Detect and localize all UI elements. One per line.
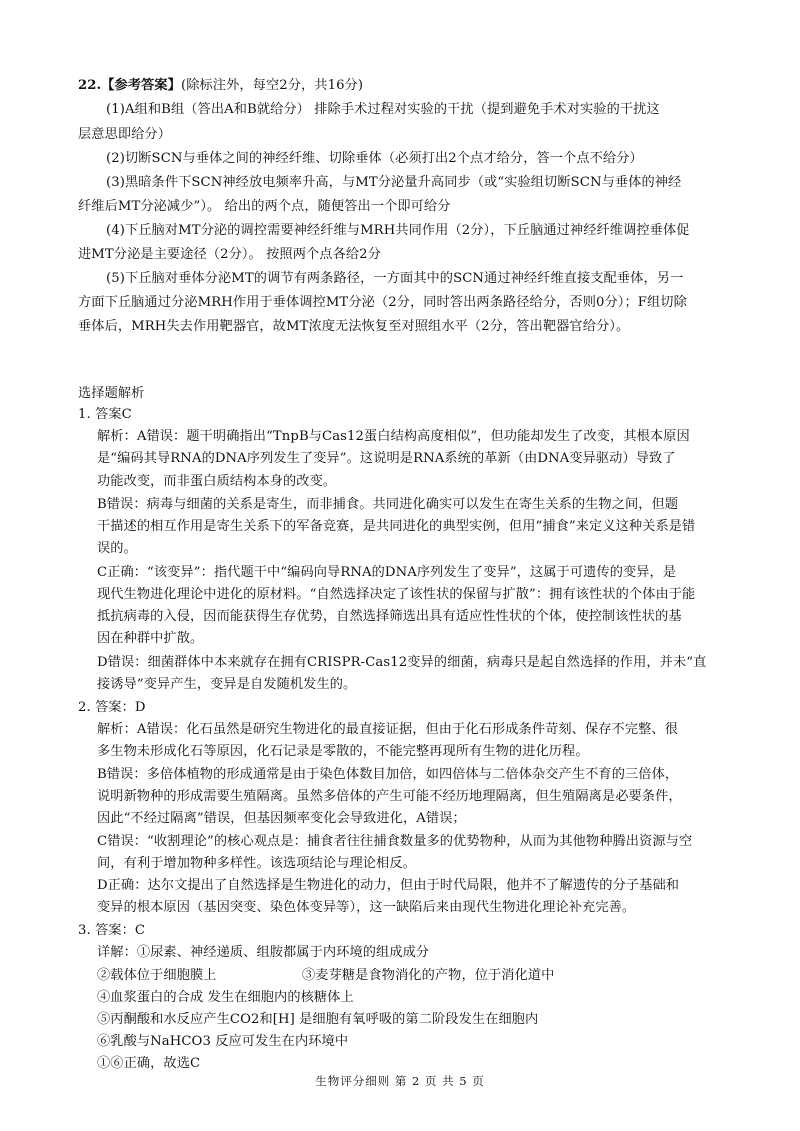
answer-line: ⑤丙酮酸和水反应产生CO2和[H] 是细胞有氧呼吸的第二阶段发生在细胞内 — [97, 1011, 539, 1027]
answer-line: D错误：细菌群体中本来就存在拥有CRISPR-Cas12变异的细菌，病毒只是起自然选择的作用，并未“直 — [97, 654, 707, 670]
answer-line: ③麦芽糖是食物消化的产物，位于消化道中 — [302, 967, 555, 983]
answer-line: D正确：达尔文提出了自然选择是生物进化的动力，但由于时代局限，他并不了解遗传的分子基础和 — [97, 878, 680, 894]
answer-line: C错误：“收割理论”的核心观点是：捕食者往往捕食数量多的优势物种，从而为其他物种腾出资源与空 — [97, 834, 693, 850]
answer-line: 因在种群中扩散。 — [97, 630, 204, 646]
answer-line: ④血浆蛋白的合成 发生在细胞内的核糖体上 — [97, 989, 354, 1005]
answer-line: 因此“不经过隔离”错误，但基因频率变化会导致进化，A错误； — [97, 811, 466, 827]
answer-line: C正确：“该变异”：指代题干中“编码向导RNA的DNA序列发生了变异”，这属于可遗传的变异，是 — [97, 564, 677, 580]
answer-line: 2. 答案：D — [78, 699, 146, 715]
q22-line: 进MT分泌是主要途径（2分）。 按照两个点各给2分 — [78, 247, 381, 262]
answer-line: 多生物未形成化石等原因，化石记录是零散的，不能完整再现所有生物的进化历程。 — [97, 744, 589, 759]
page-footer: 生物评分细则 第 2 页 共 5 页 — [315, 1074, 485, 1088]
answer-line: B错误：病毒与细菌的关系是寄生，而非捕食。共同进化确实可以发生在寄生关系的生物之间，但题 — [97, 496, 679, 512]
answer-line: 误的。 — [97, 540, 137, 556]
answer-line: 干描述的相互作用是寄生关系下的军备竞赛，是共同进化的典型实例，但用“捕食”来定义这种关系是错 — [97, 518, 696, 534]
answer-line: 间，有利于增加物种多样性。该选项结论与理论相反。 — [97, 856, 416, 872]
answer-line: 接诱导”变异产生，变异是自发随机发生的。 — [97, 676, 357, 692]
q22-title-lead: 22.【参考答案】 — [78, 78, 181, 93]
answer-line: ⑥乳酸与NaHCO3 反应可发生在内环境中 — [97, 1033, 349, 1049]
answer-line: 功能改变，而非蛋白质结构本身的改变。 — [97, 473, 337, 489]
q22-line: (5)下丘脑对垂体分泌MT的调节有两条路径，一方面其中的SCN通过神经纤维直接支配垂体，另一 — [106, 271, 684, 286]
q22-title-rest: (除标注外，每空2分，共16分) — [180, 78, 364, 93]
q22-line: 纤维后MT分泌减少”）。 给出的两个点，随便答出一个即可给分 — [78, 199, 451, 214]
q22-line: (2)切断SCN与垂体之间的神经纤维、切除垂体（必须打出2个点才给分，答一个点不给分） — [106, 151, 643, 166]
q22-line: 方面下丘脑通过分泌MRH作用于垂体调控MT分泌（2分，同时答出两条路径给分，否则0分）；F组切除 — [78, 295, 687, 310]
q22-line: (4)下丘脑对MT分泌的调控需要神经纤维与MRH共同作用（2分），下丘脑通过神经纤维调控垂体促 — [106, 223, 690, 238]
answer-line: 变异的根本原因（基因突变、染色体变异等），这一缺陷后来由现代生物进化理论补充完善。 — [97, 900, 636, 916]
answer-line: 解析：A错误：题干明确指出“TnpB与Cas12蛋白结构高度相似”，但功能却发生了改变，其根本原因 — [97, 429, 690, 445]
q22-line: 层意思即给分） — [78, 127, 172, 142]
answer-line: 解析：A错误：化石虽然是研究生物进化的最直接证据，但由于化石形成条件苛刻、保存不完整、很 — [97, 721, 678, 737]
q22-line: (1)A组和B组（答出A和B就给分） 排除手术过程对实验的干扰（提到避免手术对实验的干扰这 — [106, 102, 660, 117]
answer-line: 详解：①尿素、神经递质、组胺都属于内环境的组成成分 — [97, 945, 430, 961]
answer-line: 现代生物进化理论中进化的原材料。“自然选择决定了该性状的保留与扩散”：拥有该性状的个体由于能 — [97, 586, 696, 602]
answer-line: ②载体位于细胞膜上 — [97, 967, 217, 983]
answer-line: ①⑥正确，故选C — [97, 1055, 201, 1071]
answer-line: 3. 答案：C — [78, 923, 146, 939]
answer-line: 抵抗病毒的入侵，因而能获得生存优势，自然选择筛选出具有适应性性状的个体，使控制该性状的基 — [97, 608, 682, 624]
q22-title — [78, 77, 363, 95]
answer-line: B错误：多倍体植物的形成通常是由于染色体数目加倍，如四倍体与二倍体杂交产生不育的三倍体， — [97, 767, 679, 782]
q22-line: 垂体后，MRH失去作用靶器官，故MT浓度无法恢复至对照组水平（2分，答出靶器官给分）。 — [78, 319, 630, 334]
q22-line: (3)黑暗条件下SCN神经放电频率升高，与MT分泌量升高同步（或“实验组切断SCN与垂体的神经 — [106, 175, 682, 190]
answer-line: 1. 答案C — [78, 407, 132, 423]
section-heading: 选择题解析 — [78, 386, 145, 401]
answer-line: 是“编码其导RNA的DNA序列发生了变异”。这说明是RNA系统的革新（由DNA变异驱动）导致了 — [97, 451, 676, 467]
answer-line: 说明新物种的形成需要生殖隔离。虽然多倍体的产生可能不经历地理隔离，但生殖隔离是必要条件， — [97, 789, 682, 805]
